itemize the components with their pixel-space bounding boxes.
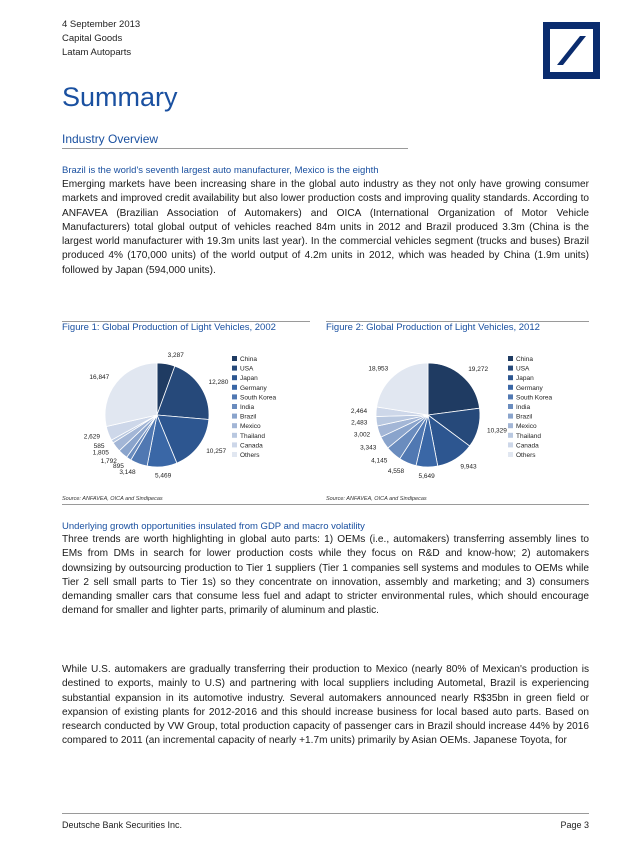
pie-value-label: 2,483 [351, 419, 368, 427]
legend-label-germany: Germany [516, 384, 543, 392]
footer-rule [62, 813, 589, 814]
legend-label-usa: USA [516, 365, 530, 373]
legend-swatch-thailand [508, 433, 513, 438]
page-title: Summary [62, 82, 178, 112]
pie-value-label: 19,272 [468, 366, 489, 374]
legend-swatch-japan [508, 375, 513, 380]
legend-label-india: India [240, 404, 255, 411]
legend-label-usa: USA [240, 365, 254, 373]
pie-value-label: 9,943 [460, 463, 477, 471]
figure-1-source: Source: ANFAVEA, OICA and Sindipecas [62, 496, 163, 502]
figures-divider [62, 504, 589, 505]
pie-value-label: 5,469 [154, 472, 172, 480]
legend-label-canada: Canada [240, 442, 263, 450]
pie-value-label: 2,629 [83, 433, 100, 441]
legend-swatch-thailand [232, 433, 237, 438]
legend-label-south-korea: South Korea [240, 394, 277, 402]
footer-page-number: Page 3 [560, 820, 589, 830]
paragraph-industry-overview: Emerging markets have been increasing share in the global auto industry as they not only have growing consumer markets and improved credit availability but also lower production costs and improving quality standards. According to ANFAVEA (Brazilian Association of Automakers) and OICA (International Organization of Motor Vehicle Manufacturers) total global output of vehicles reached 84m units in 2012 and Brazil produced 3.3m (China is the largest world manufacturer with 19.3m units last year). In the commercial vehicles segment (trucks and buses) Brazil produced 4% (170,000 units) of the world output of 4.2m units in 2012, which was headed by China (1.9m units) followed by Japan (594,000 units). [62, 179, 589, 276]
legend-label-brazil: Brazil [516, 413, 533, 421]
pie-value-label: 10,329 [487, 427, 507, 435]
footer-company: Deutsche Bank Securities Inc. [62, 820, 183, 830]
report-subsector: Latam Autoparts [62, 47, 132, 58]
legend-label-mexico: Mexico [240, 423, 261, 431]
section-heading: Industry Overview [62, 132, 408, 149]
legend-swatch-usa [232, 366, 237, 371]
legend-label-others: Others [516, 452, 536, 459]
legend-swatch-others [508, 452, 513, 457]
legend-swatch-japan [232, 375, 237, 380]
pie-value-label: 4,558 [387, 468, 405, 476]
legend-label-japan: Japan [240, 375, 258, 383]
legend-swatch-others [232, 452, 237, 457]
figure-1-title: Figure 1: Global Production of Light Vehicles, 2002 [62, 322, 276, 333]
legend-swatch-canada [232, 442, 237, 447]
deutsche-bank-logo-icon [543, 22, 600, 79]
pie-value-label: 3,002 [353, 431, 371, 439]
legend-swatch-china [232, 356, 237, 361]
report-sector: Capital Goods [62, 33, 123, 44]
legend-swatch-south-korea [232, 394, 237, 399]
legend-swatch-india [508, 404, 513, 409]
legend-swatch-brazil [508, 414, 513, 419]
subheading-growth: Underlying growth opportunities insulated from GDP and macro volatility [62, 521, 365, 532]
pie-value-label: 3,148 [119, 469, 136, 477]
legend-swatch-india [232, 404, 237, 409]
legend-label-canada: Canada [516, 442, 539, 450]
legend-label-germany: Germany [240, 384, 267, 392]
pie-value-label: 3,343 [360, 444, 377, 452]
pie-value-label: 18,953 [368, 365, 389, 373]
pie-value-label: 585 [93, 443, 105, 451]
paragraph-mexico-brazil: While U.S. automakers are gradually transferring their production to Mexico (nearly 80% of Mexican's production is destined to exports, mainly to U.S) and partnering with local suppliers including Autometal, Brazil is experiencing substantial expansion in its automotive industry. Several automakers announced nearly R$35bn in green field or expansion of existing plants for 2012-2016 and this should increase business for local based auto parts. Based on research conducted by VW Group, total production capacity of passenger cars in Brazil should increase 44% by 2016 compared to 2011 (an incremental capacity of nearly +1.7m units) primarily by Asian OEMs. Japanese Toyota, for [62, 664, 589, 747]
figure-2-title: Figure 2: Global Production of Light Vehicles, 2012 [326, 322, 540, 333]
legend-label-japan: Japan [516, 375, 534, 383]
legend-label-india: India [516, 404, 531, 411]
legend-swatch-canada [508, 442, 513, 447]
pie-value-label: 10,257 [206, 448, 227, 456]
legend-swatch-germany [508, 385, 513, 390]
legend-swatch-south-korea [508, 394, 513, 399]
pie-value-label: 16,847 [89, 373, 110, 381]
pie-value-label: 1,805 [92, 449, 109, 457]
pie-value-label: 4,145 [371, 457, 388, 465]
legend-label-china: China [240, 356, 257, 363]
figure-1-pie-chart [62, 338, 317, 486]
pie-value-label: 2,464 [350, 408, 368, 416]
report-date: 4 September 2013 [62, 19, 141, 30]
legend-label-south-korea: South Korea [516, 394, 553, 402]
pie-value-label: 895 [113, 463, 124, 471]
pie-slice-others [105, 363, 157, 427]
legend-label-thailand: Thailand [240, 432, 265, 440]
legend-label-china: China [516, 356, 533, 363]
legend-label-brazil: Brazil [240, 413, 257, 421]
paragraph-trends: Three trends are worth highlighting in global auto parts: 1) OEMs (i.e., automakers) transferring assembly lines to EMs from DMs in search for lower production costs while they focus on R&D and know-how; 2) automakers downsizing by outsourcing production to Tier 1 suppliers (Tier 1 companies sell systems and modules to OEMs while Tier 2 sell small parts to Tier 1s) so they concentrate on innovation, assembly and marketing; and 3) consumers demanding smaller cars that consume less fuel and adapt to stricter environmental rules, which should encourage demand for smaller and lighter parts, primarily of aluminum and plastic. [62, 534, 589, 617]
pie-value-label: 12,280 [208, 379, 229, 387]
legend-swatch-germany [232, 385, 237, 390]
pie-value-label: 5,649 [418, 473, 435, 480]
legend-swatch-usa [508, 366, 513, 371]
legend-label-others: Others [240, 452, 260, 459]
logo-slash-icon [550, 29, 593, 72]
subheading-brazil: Brazil is the world's seventh largest auto manufacturer, Mexico is the eighth [62, 165, 379, 176]
legend-swatch-brazil [232, 414, 237, 419]
figure-2-pie-chart [326, 338, 589, 486]
pie-value-label: 1,792 [100, 458, 117, 465]
legend-label-thailand: Thailand [516, 432, 541, 440]
legend-swatch-china [508, 356, 513, 361]
header-meta [62, 18, 140, 60]
legend-swatch-mexico [508, 423, 513, 428]
figure-2-source: Source: ANFAVEA, OICA and Sindipecas [326, 496, 427, 502]
legend-swatch-mexico [232, 423, 237, 428]
pie-value-label: 3,287 [167, 351, 184, 359]
legend-label-mexico: Mexico [516, 423, 537, 431]
